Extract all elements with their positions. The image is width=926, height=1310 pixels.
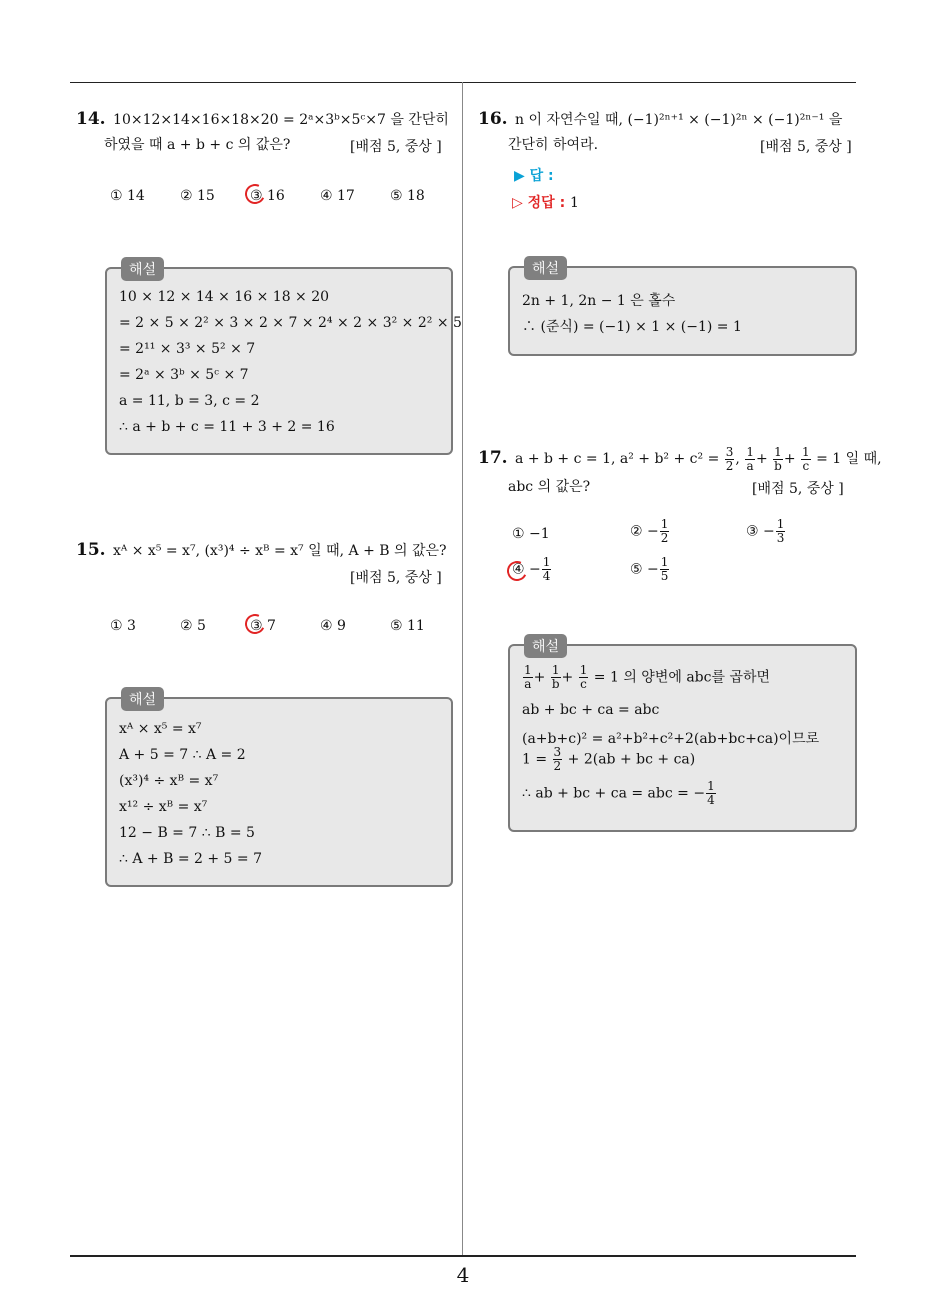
q15-stem-line1: xᴬ × x⁵ = x⁷, (x³)⁴ ÷ xᴮ = x⁷ 일 때, A + B 의 값은? bbox=[113, 543, 447, 559]
q15-solution-line: ∴ A + B = 2 + 5 = 7 bbox=[119, 851, 263, 867]
q17-solution-box bbox=[508, 639, 857, 832]
q15-stem bbox=[76, 537, 447, 564]
q17-solution-line: ∴ ab + bc + ca = abc = − $\frac{1}{4}$ bbox=[522, 779, 715, 807]
q16-number: 16. bbox=[478, 109, 508, 129]
q17-stem-prefix: a + b + c = 1, a² + b² + c² = bbox=[515, 451, 720, 467]
q17-stem-frac-c: $\frac{1}{c}$ bbox=[802, 444, 810, 473]
q15-solution-line: x¹² ÷ xᴮ = x⁷ bbox=[119, 799, 208, 815]
q16-correct-answer bbox=[512, 192, 579, 212]
q14-meta: [배점 5, 중상 ] bbox=[350, 139, 442, 155]
q17-stem-frac: $\frac{3}{2}$ bbox=[725, 444, 734, 473]
bottom-rule bbox=[70, 1255, 856, 1257]
q17-choice-1[interactable]: ① −1 bbox=[512, 526, 550, 542]
q15-solution-line: (x³)⁴ ÷ xᴮ = x⁷ bbox=[119, 773, 219, 789]
q16-solution-box bbox=[508, 261, 857, 356]
q16-meta: [배점 5, 중상 ] bbox=[760, 139, 852, 155]
q15-number: 15. bbox=[76, 540, 106, 560]
q14-stem bbox=[76, 106, 449, 133]
q15-solution-box bbox=[105, 692, 453, 887]
q14-stem-line2: 하였을 때 a + b + c 의 값은? bbox=[104, 137, 291, 153]
q16-answer-label: ▶ 답 : bbox=[514, 168, 554, 184]
q17-solution-line: $\frac{1}{a}$ + $\frac{1}{b}$ + $\frac{1}{c}$ = 1 의 양변에 abc를 곱하면 bbox=[524, 663, 771, 691]
q15-choice-4[interactable]: ④ 9 bbox=[320, 618, 346, 634]
q16-correct-label: ▷ 정답 : bbox=[512, 195, 566, 211]
q17-stem-line2: abc 의 값은? bbox=[508, 479, 591, 495]
q14-solution-line: 10 × 12 × 14 × 16 × 18 × 20 bbox=[119, 289, 330, 305]
q16-stem-line1: n 이 자연수일 때, (−1)²ⁿ⁺¹ × (−1)²ⁿ × (−1)²ⁿ⁻¹ 을 bbox=[515, 112, 843, 128]
q14-choice-1[interactable]: ① 14 bbox=[110, 188, 145, 204]
q14-choice-4[interactable]: ④ 17 bbox=[320, 188, 355, 204]
top-rule bbox=[70, 82, 856, 83]
q17-stem-frac-a: $\frac{1}{a}$ bbox=[746, 444, 754, 473]
q15-solution-line: A + 5 = 7 ∴ A = 2 bbox=[119, 747, 246, 763]
q14-solution-line: = 2¹¹ × 3³ × 5² × 7 bbox=[119, 341, 256, 357]
q17-stem-comma: , bbox=[735, 451, 740, 467]
q14-choice-5[interactable]: ⑤ 18 bbox=[390, 188, 425, 204]
q14-solution-line: = 2ᵃ × 3ᵇ × 5ᶜ × 7 bbox=[119, 367, 249, 383]
q17-solution-line: ab + bc + ca = abc bbox=[522, 702, 660, 718]
q14-number: 14. bbox=[76, 109, 106, 129]
q15-choice-3[interactable]: ③ 7 bbox=[250, 618, 276, 634]
q17-stem: 17. a + b + c = 1, a² + b² + c² = $\frac{3}{2}$ , $\frac{1}{a}$ + $\frac{1}{b}$ + $\frac{1}{c}$ = 1 일 때, bbox=[478, 444, 882, 473]
q17-solution-line: 1 = $\frac{3}{2}$ + 2(ab + bc + ca) bbox=[522, 745, 696, 773]
q15-choice-1[interactable]: ① 3 bbox=[110, 618, 136, 634]
column-divider bbox=[462, 82, 463, 1257]
q14-solution-line: a = 11, b = 3, c = 2 bbox=[119, 393, 260, 409]
q17-stem-suffix: = 1 일 때, bbox=[816, 451, 882, 467]
q15-meta: [배점 5, 중상 ] bbox=[350, 570, 442, 586]
q17-choice-2[interactable]: ② − $\frac{1}{2}$ bbox=[630, 517, 669, 545]
q17-choice-4[interactable]: ④ − $\frac{1}{4}$ bbox=[512, 556, 552, 583]
q15-solution-tag: 해설 bbox=[121, 687, 164, 711]
q14-solution-box bbox=[105, 262, 462, 455]
q16-stem bbox=[478, 106, 842, 133]
q14-solution-tag: 해설 bbox=[121, 257, 164, 281]
q15-solution-line: xᴬ × x⁵ = x⁷ bbox=[119, 721, 202, 737]
q17-meta: [배점 5, 중상 ] bbox=[752, 481, 844, 497]
q17-solution-tag: 해설 bbox=[524, 634, 567, 658]
q17-number: 17. bbox=[478, 448, 508, 468]
q15-choice-2[interactable]: ② 5 bbox=[180, 618, 206, 634]
q17-choice-5[interactable]: ⑤ − $\frac{1}{5}$ bbox=[630, 555, 669, 583]
q17-stem-frac-b: $\frac{1}{b}$ bbox=[774, 444, 782, 473]
q16-correct-value: 1 bbox=[570, 195, 579, 211]
q14-solution-line: ∴ a + b + c = 11 + 3 + 2 = 16 bbox=[119, 419, 335, 435]
q15-solution-line: 12 − B = 7 ∴ B = 5 bbox=[119, 825, 255, 841]
q16-solution-line: 2n + 1, 2n − 1 은 홀수 bbox=[522, 293, 676, 309]
q17-solution-line: (a+b+c)² = a²+b²+c²+2(ab+bc+ca)이므로 bbox=[522, 731, 820, 747]
q16-solution-line: ∴ (준식) = (−1) × 1 × (−1) = 1 bbox=[522, 319, 742, 335]
q14-solution-line: = 2 × 5 × 2² × 3 × 2 × 7 × 2⁴ × 2 × 3² × 2² × 5 bbox=[119, 315, 462, 331]
q16-stem-line2: 간단히 하여라. bbox=[508, 137, 599, 153]
q17-choice-3[interactable]: ③ − $\frac{1}{3}$ bbox=[746, 517, 785, 545]
q14-stem-line1: 10×12×14×16×18×20 = 2ᵃ×3ᵇ×5ᶜ×7 을 간단히 bbox=[113, 112, 449, 128]
q15-choice-5[interactable]: ⑤ 11 bbox=[390, 618, 425, 634]
q14-choice-2[interactable]: ② 15 bbox=[180, 188, 215, 204]
q16-solution-tag: 해설 bbox=[524, 256, 567, 280]
page-number: 4 bbox=[456, 1263, 470, 1287]
q14-choice-3[interactable]: ③ 16 bbox=[250, 188, 285, 204]
